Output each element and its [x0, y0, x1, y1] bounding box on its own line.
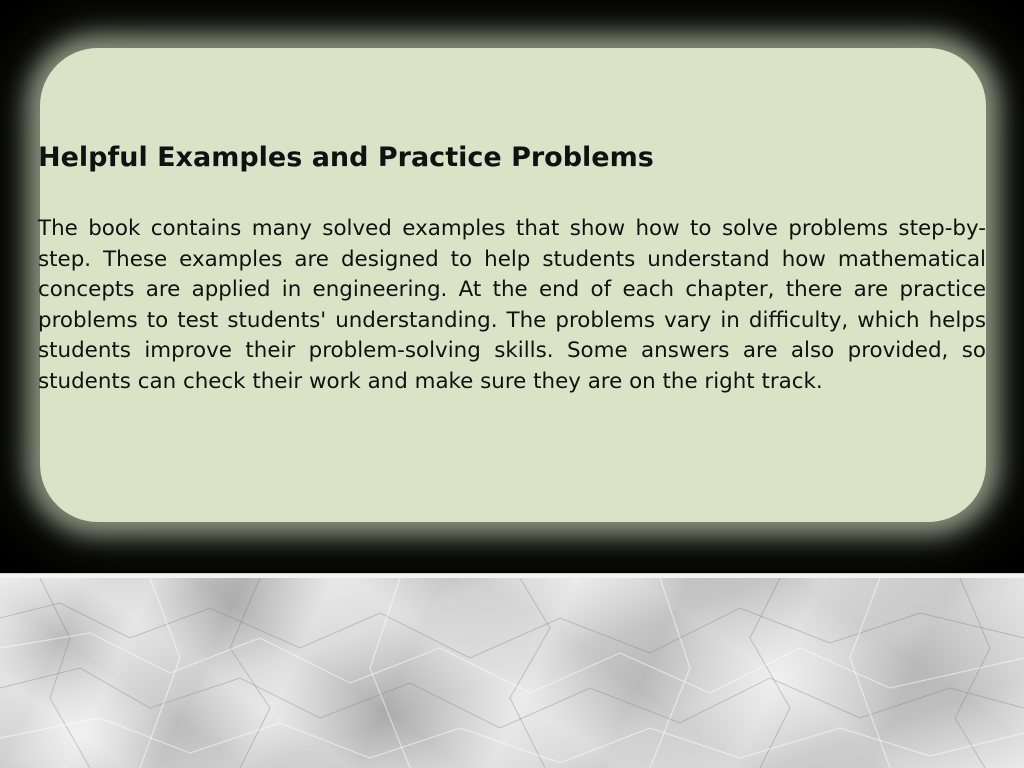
slide-title: Helpful Examples and Practice Problems	[38, 142, 654, 173]
crumpled-paper-texture	[0, 578, 1024, 768]
slide-body: The book contains many solved examples that show how to solve problems step-by-step. These examples are designed to help students understand how mathematical concepts are applied in engineering. At the end of each chapter, there are practice problems to test students' understanding. The problems vary in difficulty, which helps students improve their problem-solving skills. Some answers are also provided, so students can check their work and make sure they are on the right track.	[38, 216, 986, 394]
paper-crease-pattern	[0, 578, 1024, 768]
text-block	[38, 140, 986, 398]
